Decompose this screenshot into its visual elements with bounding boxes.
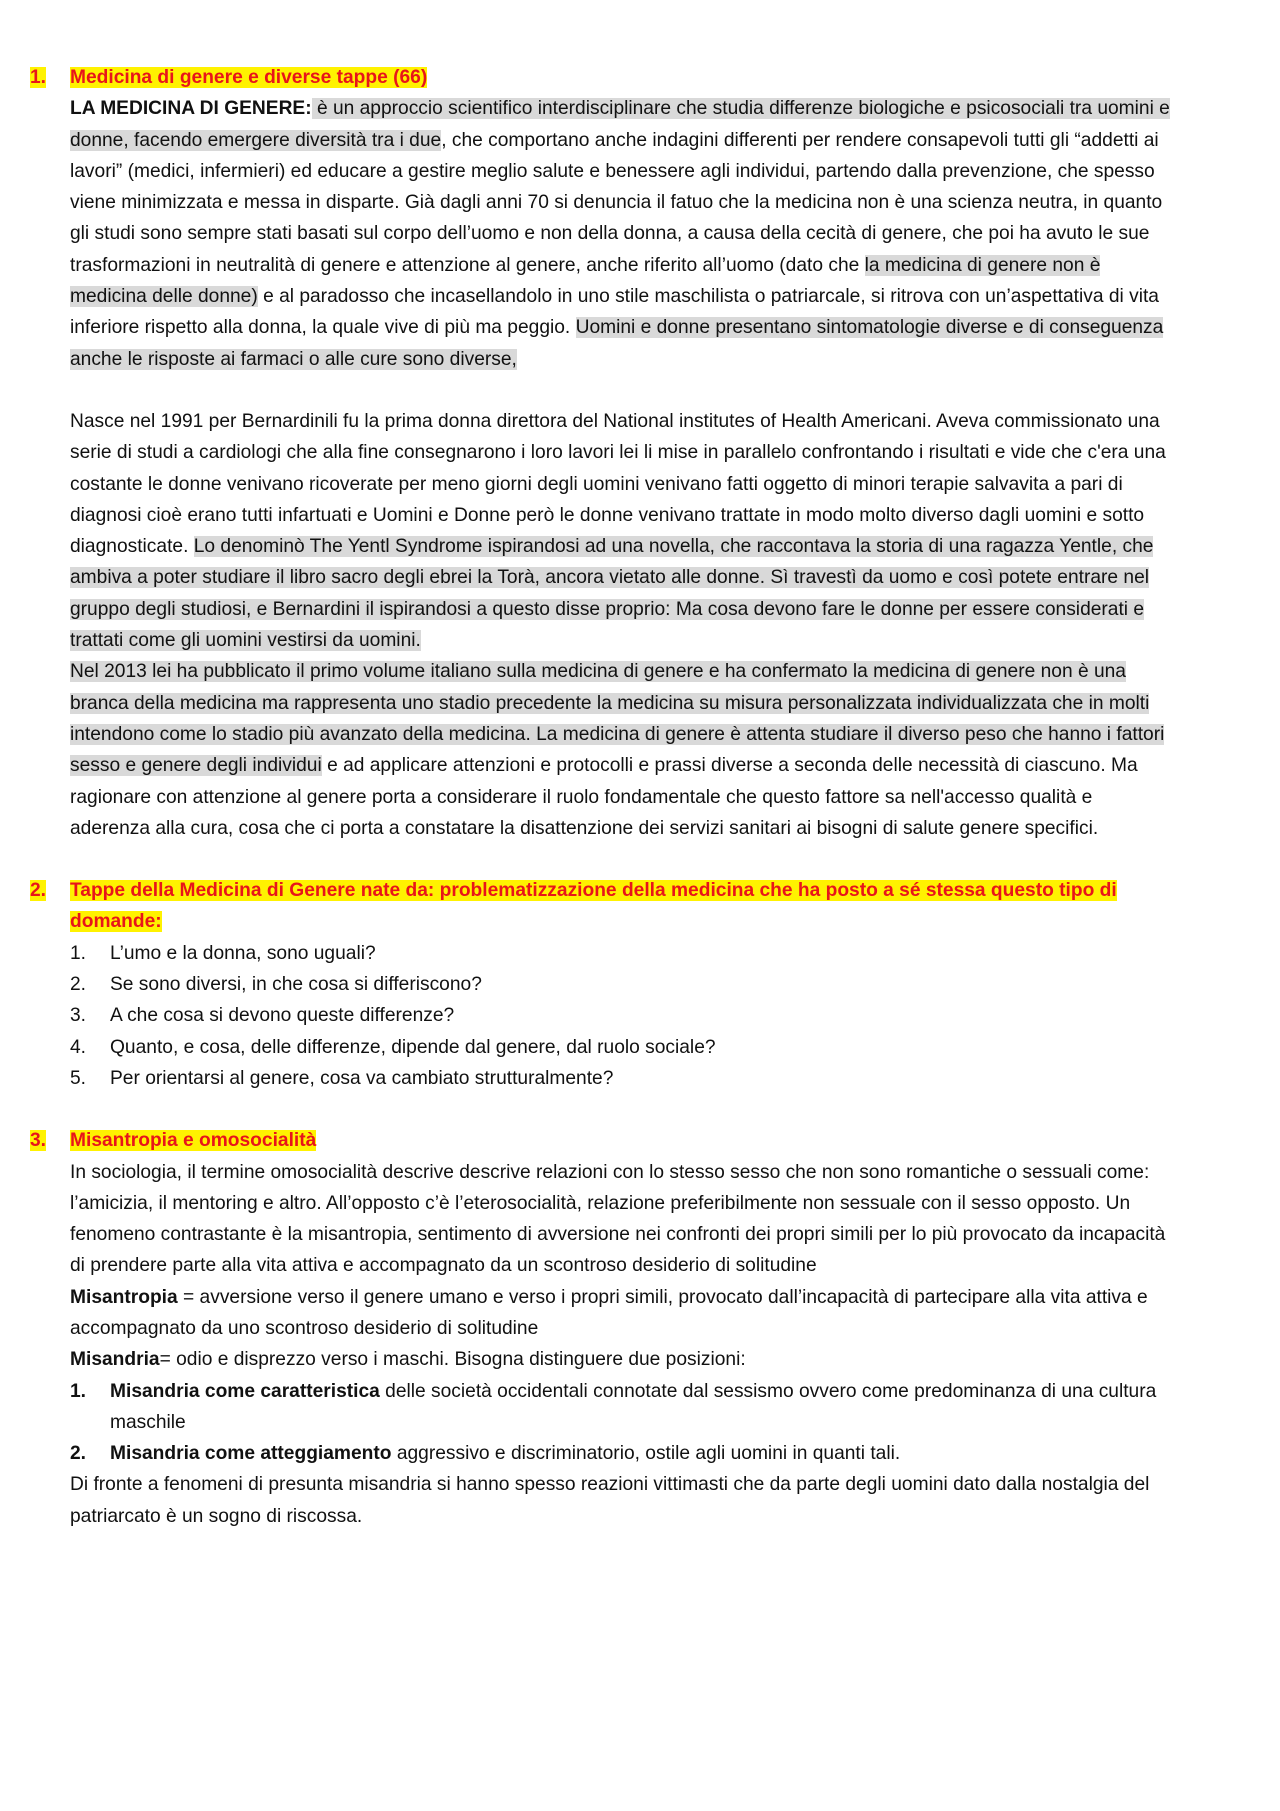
section-1-title: Medicina di genere e diverse tappe (66) — [70, 67, 428, 88]
section-3-number: 3. — [30, 1130, 47, 1152]
list-text — [110, 1438, 1175, 1469]
position-text: aggressivo e discriminatorio, ostile agli uomini in quanti tali. — [391, 1443, 901, 1465]
section-2 — [30, 875, 1175, 1094]
list-item — [70, 1438, 1175, 1469]
list-item — [70, 1063, 1175, 1094]
highlight-text: Uomini e donne presentano sintomatologie diverse e di conseguenza anche le risposte ai farmaci o alle cure sono diverse, — [70, 317, 1164, 370]
definition-term: Misandria — [70, 1349, 160, 1371]
section-2-heading — [30, 875, 1175, 938]
section-3 — [30, 1125, 1175, 1532]
highlight-text: Nel 2013 lei ha pubblicato il primo volume italiano sulla medicina di genere e ha confermato la medicina di genere non è una branca della medicina ma rappresenta uno stadio precedente la medicina su misura personalizzata individualizzata che in molti intendono come lo stadio più avanzato della medicina. La medicina di genere è attenta studiare il diverso peso che hanno i fattori sesso e genere degli individui — [70, 661, 1165, 777]
position-term: Misandria come atteggiamento — [110, 1443, 392, 1465]
list-number: 4. — [70, 1036, 87, 1058]
positions-list — [30, 1376, 1175, 1470]
definition-term: Misantropia — [70, 1286, 178, 1308]
section-3-intro: In sociologia, il termine omosocialità descrive descrive relazioni con lo stesso sesso che non sono romantiche o sessuali come: l’amicizia, il mentoring e altro. All’opposto c’è l’eterosocialità, relazione preferibilmente non sessuale con il sesso opposto. Un fenomeno contrastante è la misantropia, sentimento di avversione nei confronti dei propri simili per lo più provocato da incapacità di prendere parte alla vita attiva e accompagnato da un scontroso desiderio di solitudine — [70, 1161, 1166, 1277]
list-text: Se sono diversi, in che cosa si differiscono? — [110, 974, 482, 996]
position-text: delle società occidentali connotate dal sessismo ovvero come predominanza di una cultura maschile — [110, 1380, 1157, 1433]
section-2-title: Tappe della Medicina di Genere nate da: problematizzazione della medicina che ha posto a sé stessa questo tipo di domande: — [70, 880, 1117, 933]
paragraph-lead: LA MEDICINA DI GENERE: — [70, 98, 312, 120]
section-1-paragraph-3 — [70, 656, 1175, 844]
section-3-heading — [30, 1125, 1175, 1156]
paragraph-text: Nasce nel 1991 per Bernardinili fu la prima donna direttora del National institutes of Health Americani. Aveva commissionato una serie di studi a cardiologi che alla fine consegnarono i loro lavori lei li mise in parallelo confrontando i risultati e vide che c'era una costante le donne venivano ricoverate per meno giorni degli uomini venivano fatti oggetto di minori terapie salvavita a pari di diagnosi cioè erano tutti infartuati e Uomini e Donne però le donne venivano trattate in modo molto diverso dagli uomini e sotto diagnosticate. — [70, 410, 1166, 558]
definition-text: = odio e disprezzo verso i maschi. Bisogna distinguere due posizioni: — [159, 1349, 746, 1371]
paragraph-text: , che comportano anche indagini differenti per rendere consapevoli tutti gli “addetti ai lavori” (medici, infermieri) ed educare a gestire meglio salute e benessere agli individui, partendo dalla prevenzione, che spesso viene minimizzata e messa in disparte. Già dagli anni 70 si denuncia il fatuo che la medicina non è una scienza neutra, in quanto gli studi sono sempre stati basati sul corpo dell’uomo e non della donna, a causa della cecità di genere, che poi ha avuto le sue trasformazioni in neutralità di genere e attenzione al genere, anche riferito all’uomo (dato che — [70, 129, 1163, 276]
list-item — [70, 938, 1175, 969]
list-text: L’umo e la donna, sono uguali? — [110, 942, 376, 964]
list-number: 3. — [70, 1005, 87, 1027]
list-item — [70, 1376, 1175, 1439]
list-text: Per orientarsi al genere, cosa va cambiato strutturalmente? — [110, 1067, 614, 1089]
highlight-text: la medicina di genere non è medicina delle donne) — [70, 254, 1101, 308]
question-list — [30, 938, 1175, 1094]
section-1 — [30, 62, 1175, 844]
section-1-number: 1. — [30, 67, 47, 88]
paragraph-text: e ad applicare attenzioni e protocolli e prassi diverse a seconda delle necessità di ciascuno. Ma ragionare con attenzione al genere porta a considerare il ruolo fondamentale che questo fattore sa nell'accesso qualità e aderenza alla cura, cosa che ci porta a constatare la disattenzione dei servizi sanitari ai bisogni di salute genere specifici. — [70, 755, 1138, 839]
definition-misantropia — [70, 1282, 1175, 1345]
list-number: 2. — [70, 1443, 87, 1465]
definition-misandria — [70, 1344, 1175, 1375]
paragraph-text: e al paradosso che incasellandolo in uno stile maschilista o patriarcale, si ritrova con un’aspettativa di vita inferiore rispetto alla donna, la quale vive di più ma peggio. — [70, 286, 1159, 339]
position-term: Misandria come caratteristica — [110, 1380, 380, 1402]
section-3-title: Misantropia e omosocialità — [70, 1130, 317, 1152]
list-text: Quanto, e cosa, delle differenze, dipende dal genere, dal ruolo sociale? — [110, 1036, 716, 1058]
section-3-closing: Di fronte a fenomeni di presunta misandria si hanno spesso reazioni vittimasti che da parte degli uomini dato dalla nostalgia del patriarcato è un sogno di riscossa. — [70, 1474, 1150, 1527]
list-number: 1. — [70, 942, 87, 964]
highlight-text: Lo denominò The Yentl Syndrome ispirandosi ad una novella, che raccontava la storia di una ragazza Yentle, che ambiva a poter studiare il libro sacro degli ebrei la Torà, ancora vietato alle donne. Sì travestì da uomo e così potete entrare nel gruppo degli studiosi, e Bernardini il ispirandosi a questo disse proprio: Ma cosa devono fare le donne per essere considerati e trattati come gli uomini vestirsi da uomini. — [70, 536, 1154, 652]
definition-text: = avversione verso il genere umano e verso i propri simili, provocato dall’incapacità di partecipare alla vita attiva e accompagnato da uno scontroso desiderio di solitudine — [70, 1286, 1148, 1339]
list-number: 2. — [70, 974, 87, 996]
section-1-paragraph-1 — [70, 93, 1175, 375]
list-item — [70, 1032, 1175, 1063]
highlight-text: è un approccio scientifico interdisciplinare che studia differenze biologiche e psicosociali tra uomini e donne, facendo emergere diversità tra i due — [70, 98, 1170, 151]
section-1-paragraph-2 — [70, 406, 1175, 656]
section-1-heading — [30, 62, 1175, 93]
list-item — [70, 969, 1175, 1000]
list-text — [110, 1376, 1175, 1439]
list-number: 5. — [70, 1067, 87, 1089]
list-text: A che cosa si devono queste differenze? — [110, 1005, 455, 1027]
list-item — [70, 1000, 1175, 1031]
section-2-number: 2. — [30, 880, 47, 902]
list-number: 1. — [70, 1380, 87, 1402]
